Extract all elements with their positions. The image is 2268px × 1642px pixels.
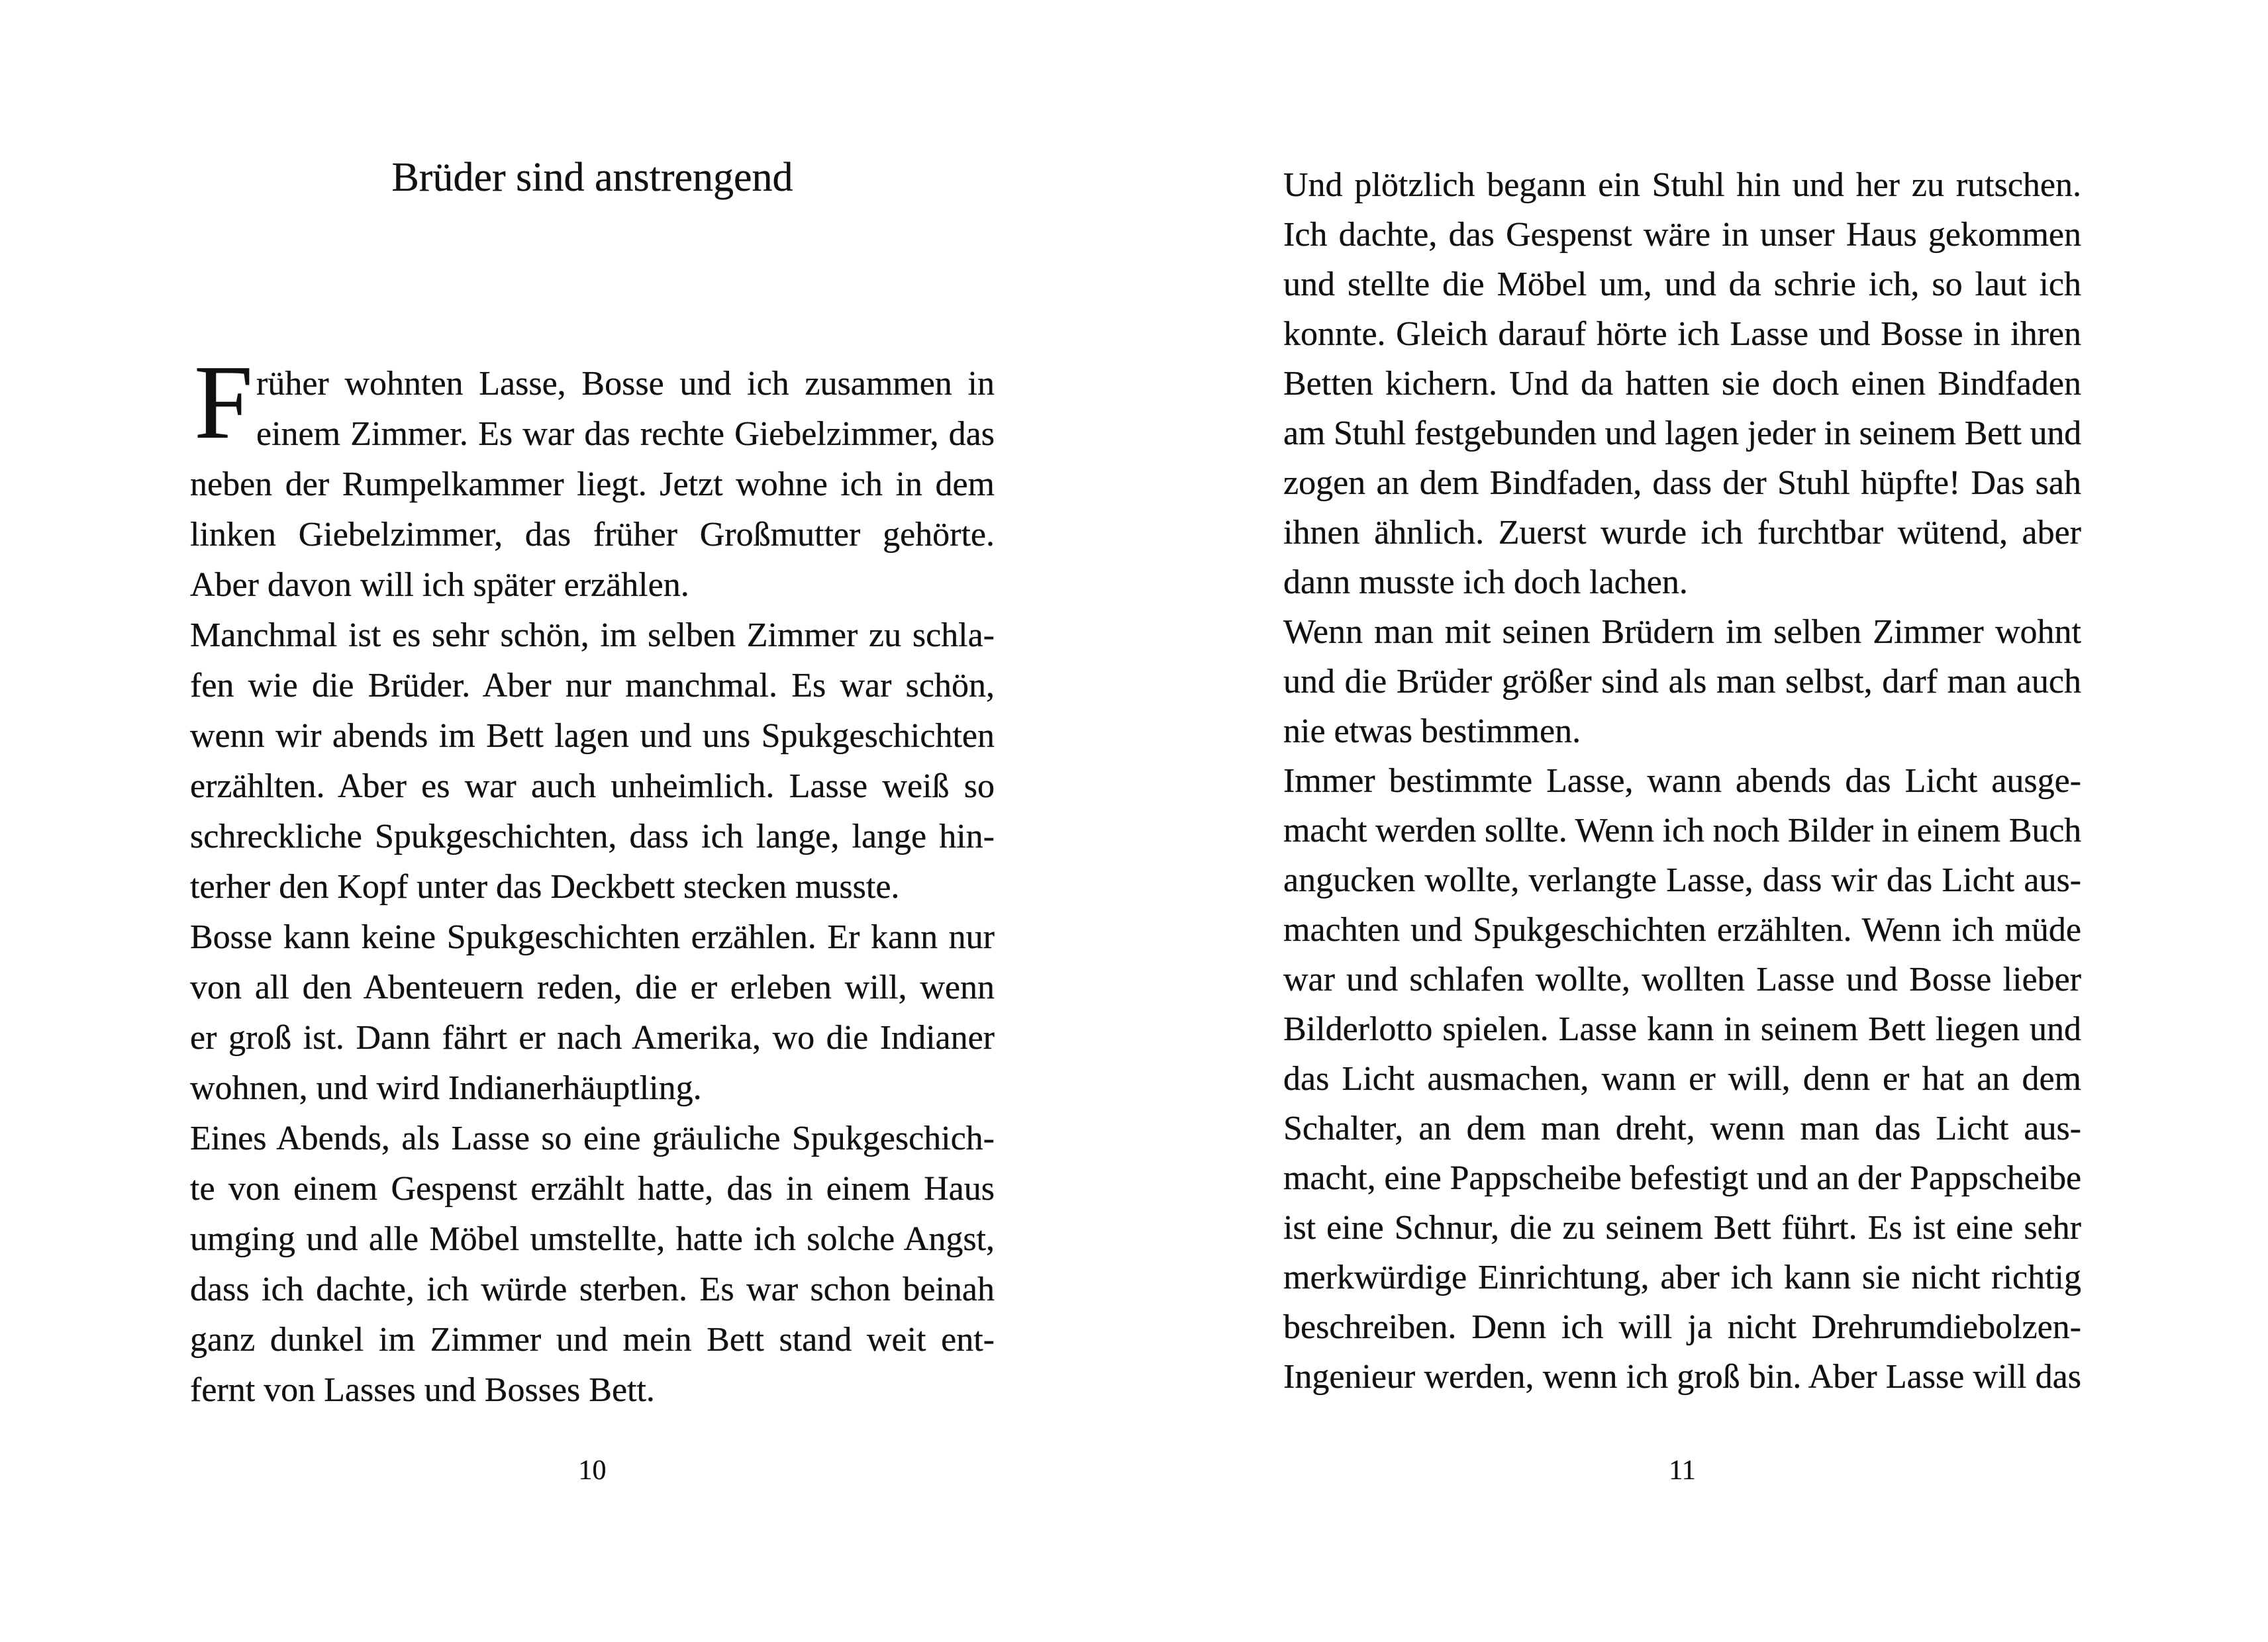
text-line: das Licht ausmachen, wann er will, denn er hat an dem — [1283, 1060, 2081, 1098]
text-line: ist eine Schnur, die zu seinem Bett führt. Es ist eine sehr — [1283, 1209, 2081, 1247]
page-left-text-body — [190, 343, 995, 1416]
text-line: linken Giebelzimmer, das früher Großmutter gehörte. — [190, 516, 995, 554]
text-line: am Stuhl festgebunden und lagen jeder in seinem Bett und — [1283, 414, 2081, 452]
text-line: wohnen, und wird Indianerhäuptling. — [190, 1069, 702, 1107]
text-line: schreckliche Spukgeschichten, dass ich lange, lange hin- — [190, 818, 995, 855]
text-line: te von einem Gespenst erzählt hatte, das in einem Haus — [190, 1170, 995, 1208]
text-line: rüher wohnten Lasse, Bosse und ich zusammen in — [256, 365, 995, 403]
text-line: wenn wir abends im Bett lagen und uns Spukgeschichten — [190, 717, 995, 755]
page-right — [1283, 0, 2081, 1642]
text-line: beschreiben. Denn ich will ja nicht Drehrumdiebolzen- — [1283, 1308, 2081, 1346]
text-line: macht werden sollte. Wenn ich noch Bilder in einem Buch — [1283, 812, 2081, 849]
text-line: Bosse kann keine Spukgeschichten erzählen. Er kann nur — [190, 918, 995, 956]
text-line: fen wie die Brüder. Aber nur manchmal. Es war schön, — [190, 667, 995, 704]
page-right-text-body — [1283, 160, 2081, 1402]
text-line: Bilderlotto spielen. Lasse kann in seinem Bett liegen und — [1283, 1010, 2081, 1048]
page-number: 11 — [1669, 1455, 1696, 1486]
text-line: zogen an dem Bindfaden, dass der Stuhl hüpfte! Das sah — [1283, 464, 2081, 502]
drop-cap: F — [194, 343, 253, 461]
text-line: macht, eine Pappscheibe befestigt und an der Pappscheibe — [1283, 1159, 2082, 1197]
text-line: neben der Rumpelkammer liegt. Jetzt wohne ich in dem — [190, 465, 995, 503]
text-line: von all den Abenteuern reden, die er erleben will, wenn — [190, 969, 995, 1006]
text-line: Ich dachte, das Gespenst wäre in unser Haus gekommen — [1283, 216, 2081, 254]
page-number: 10 — [578, 1455, 607, 1486]
text-line: merkwürdige Einrichtung, aber ich kann sie nicht richtig — [1283, 1259, 2081, 1296]
text-line: fernt von Lasses und Bosses Bett. — [190, 1371, 655, 1409]
text-line: und die Brüder größer sind als man selbst, darf man auch — [1283, 663, 2081, 700]
text-line: Ingenieur werden, wenn ich groß bin. Aber Lasse will das — [1283, 1358, 2081, 1396]
text-line: und stellte die Möbel um, und da schrie ich, so laut ich — [1283, 266, 2081, 303]
text-line: Wenn man mit seinen Brüdern im selben Zimmer wohnt — [1283, 613, 2081, 651]
text-line: Schalter, an dem man dreht, wenn man das Licht aus- — [1283, 1110, 2081, 1147]
text-line: erzählten. Aber es war auch unheimlich. Lasse weiß so — [190, 767, 995, 805]
text-line: Manchmal ist es sehr schön, im selben Zimmer zu schla- — [190, 616, 995, 654]
text-line: ihnen ähnlich. Zuerst wurde ich furchtbar wütend, aber — [1283, 514, 2081, 552]
text-line: Betten kichern. Und da hatten sie doch einen Bindfaden — [1283, 365, 2081, 403]
text-line: war und schlafen wollte, wollten Lasse und Bosse lieber — [1283, 961, 2081, 998]
text-line: umging und alle Möbel umstellte, hatte ich solche Angst, — [190, 1220, 995, 1258]
text-line: konnte. Gleich darauf hörte ich Lasse und Bosse in ihren — [1283, 315, 2081, 353]
text-line: Und plötzlich begann ein Stuhl hin und her zu rutschen. — [1283, 166, 2081, 204]
text-line: nie etwas bestimmen. — [1283, 712, 1581, 750]
text-line: terher den Kopf unter das Deckbett stecken musste. — [190, 868, 900, 906]
text-line: ganz dunkel im Zimmer und mein Bett stand weit ent- — [190, 1321, 995, 1359]
text-line: er groß ist. Dann fährt er nach Amerika, wo die Indianer — [190, 1019, 995, 1057]
text-line: Immer bestimmte Lasse, wann abends das Licht ausge- — [1283, 762, 2081, 800]
text-line: einem Zimmer. Es war das rechte Giebelzimmer, das — [256, 415, 995, 453]
chapter-title: Brüder sind anstrengend — [391, 155, 793, 200]
page-left — [190, 0, 995, 1642]
text-line: dass ich dachte, ich würde sterben. Es war schon beinah — [190, 1271, 995, 1308]
text-line: angucken wollte, verlangte Lasse, dass wir das Licht aus- — [1283, 861, 2081, 899]
text-line: machten und Spukgeschichten erzählten. Wenn ich müde — [1283, 911, 2081, 949]
text-line: dann musste ich doch lachen. — [1283, 563, 1688, 601]
text-line: Aber davon will ich später erzählen. — [190, 566, 689, 604]
text-line: Eines Abends, als Lasse so eine gräuliche Spukgeschich- — [190, 1120, 995, 1157]
